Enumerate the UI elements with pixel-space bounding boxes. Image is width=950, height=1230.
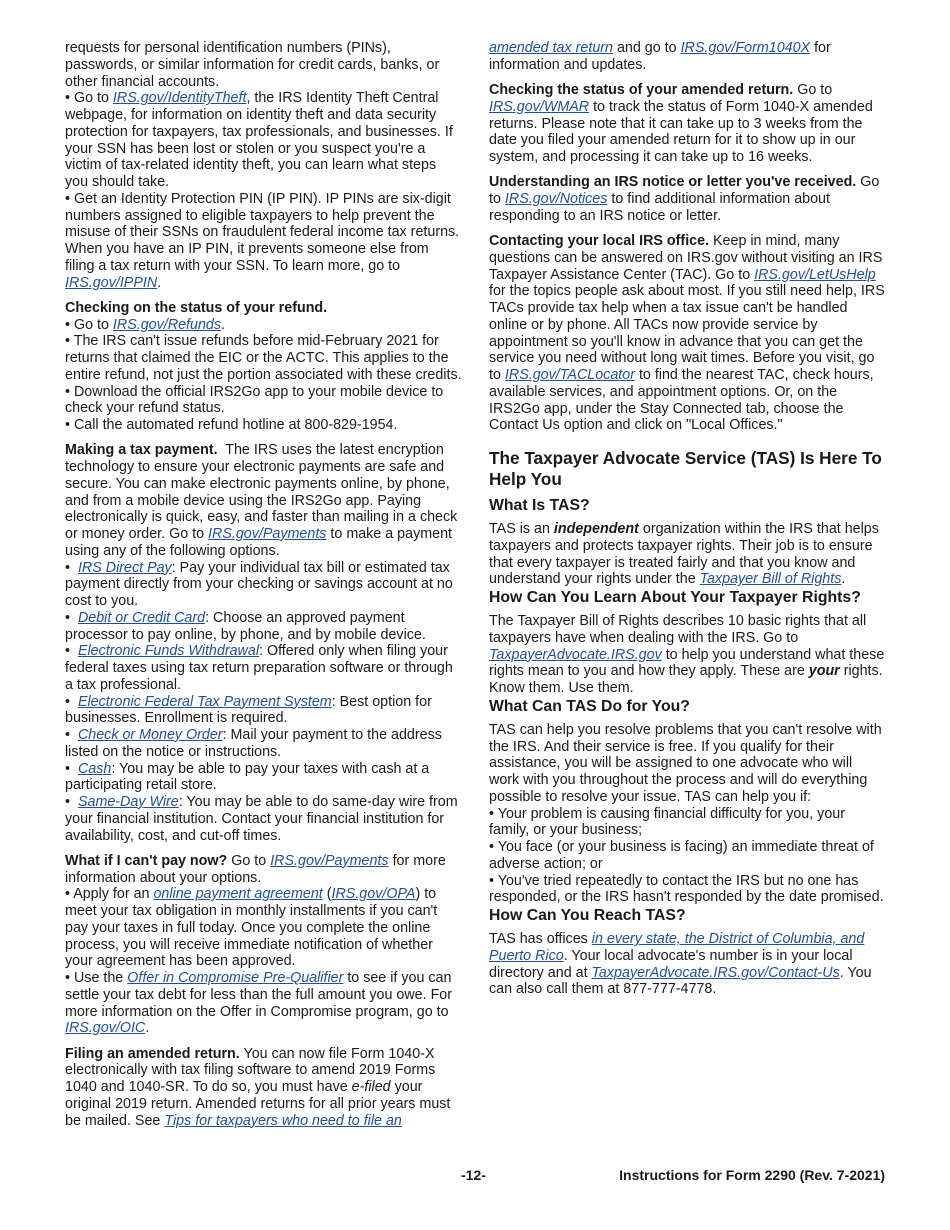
list-item: • Electronic Funds Withdrawal: Offered only when filing your federal taxes using tax return preparation software or through a tax professional. — [65, 643, 453, 693]
text: . You can also call them at 877-777-4778. — [489, 964, 872, 998]
paragraph — [489, 82, 886, 166]
paragraph — [489, 931, 886, 998]
text: to see if you can settle your tax debt for less than the full amount you owe. For more information on the Offer in Compromise program, go to — [65, 970, 453, 1020]
paragraph — [489, 613, 886, 697]
text: for the topics people ask about most. If you still need help, IRS TACs provide tax help when a tax issue can't be handled online or by phone. All TACs now provide service by appointment so you'll know in advance that you can get the service you need without long wait times. Before you visit, go to — [489, 283, 885, 383]
text: . — [221, 316, 225, 333]
cash-link[interactable]: Cash — [77, 760, 112, 777]
list-item: • The IRS can't issue refunds before mid-February 2021 for returns that claimed the EIC or the ACTC. This applies to the entire refund, not just the portion associated with these credits. — [65, 333, 462, 383]
text: Go to — [227, 852, 271, 869]
form-1040x-link[interactable]: IRS.gov/Form1040X — [680, 40, 811, 56]
text: . Your local advocate's number is in your local directory and at — [489, 947, 853, 981]
paragraph — [65, 853, 462, 887]
identity-theft-link[interactable]: IRS.gov/IdentityTheft — [112, 90, 247, 107]
payments-link[interactable]: IRS.gov/Payments — [270, 852, 389, 869]
list-item: • Your problem is causing financial difficulty for you, your family, or your business; — [489, 805, 845, 839]
offer-compromise-link[interactable]: Offer in Compromise Pre-Qualifier — [127, 970, 344, 986]
text: : You may be able to pay your taxes with cash at a participating retail store. — [65, 760, 430, 794]
paragraph — [65, 442, 462, 559]
cant-pay-heading: What if I can't pay now? — [65, 852, 228, 869]
list-item: • IRS Direct Pay: Pay your individual tax bill or estimated tax payment directly from your checking or savings account at no cost to you. — [65, 559, 453, 609]
tax-payment-heading: Making a tax payment. — [65, 442, 218, 459]
list-item — [65, 886, 462, 970]
text: and go to — [612, 40, 681, 56]
list-item: • Check or Money Order: Mail your payment to the address listed on the notice or instructions. — [65, 727, 442, 760]
text: , the IRS Identity Theft Central webpage, for information on identity theft and data security protection for taxpayers, tax professionals, and businesses. If your SSN has been lost or stolen or you suspect you're a victim of tax-related identity theft, you can learn what steps you should take. — [65, 90, 453, 190]
text: ) to meet your tax obligation in monthly installments if you can't pay your taxes in full today. Once you complete the online process, you will receive immediate notification of whether your agreement has been approved. — [65, 886, 438, 970]
text: The Taxpayer Bill of Rights describes 10 basic rights that all taxpayers have when dealing with the IRS. Go to — [489, 613, 867, 646]
amended-return-heading: Filing an amended return. — [65, 1045, 240, 1062]
text: your — [808, 663, 840, 680]
text: rights. Know them. Use them. — [489, 663, 883, 696]
text: . — [157, 274, 162, 291]
form-title: Instructions for Form 2290 (Rev. 7-2021) — [619, 1167, 885, 1183]
text: : Best option for businesses. Enrollment is required. — [65, 693, 432, 727]
online-payment-agreement-link[interactable]: online payment agreement — [153, 886, 323, 903]
list-item: • Cash: You may be able to pay your taxes with cash at a participating retail store. — [65, 760, 430, 794]
bill-of-rights-link[interactable]: Taxpayer Bill of Rights — [699, 571, 842, 588]
text: to find additional information about responding to an IRS notice or letter. — [489, 191, 830, 224]
opa-link[interactable]: IRS.gov/OPA — [331, 886, 416, 903]
paragraph: TAS can help you resolve problems that you can't resolve with the IRS. And their service is free. If you qualify for their assistance, you will be assigned to one advocate who will work with you throughout the process and will do everything possible to resolve your issue. TAS can help you if: — [489, 721, 882, 805]
eftps-link[interactable]: Electronic Federal Tax Payment System — [77, 693, 332, 710]
paragraph — [65, 90, 462, 191]
paragraph — [65, 1046, 462, 1130]
left-column — [65, 40, 462, 1129]
list-item — [65, 317, 462, 334]
text: to make a payment using any of the following options. — [65, 526, 453, 559]
refunds-link[interactable]: IRS.gov/Refunds — [112, 316, 222, 333]
list-item: • Electronic Federal Tax Payment System: Best option for businesses. Enrollment is required. — [65, 693, 432, 727]
paragraph — [489, 233, 886, 434]
list-item: • You've tried repeatedly to contact the IRS but no one has responded, or the IRS hasn't responded by the date promised. — [489, 872, 884, 906]
debit-credit-link[interactable]: Debit or Credit Card — [77, 609, 206, 626]
text: for information and updates. — [489, 40, 831, 73]
text: ( — [322, 886, 332, 903]
text: for more information about your options. — [65, 852, 446, 886]
let-us-help-link[interactable]: IRS.gov/LetUsHelp — [754, 266, 876, 283]
text: : You may be able to do same-day wire from your financial institution. Contact your financial institution for availability, cost, and cut-off times. — [65, 794, 458, 844]
paragraph — [65, 191, 462, 292]
funds-withdrawal-link[interactable]: Electronic Funds Withdrawal — [77, 643, 259, 660]
text: to find the nearest TAC, check hours, available services, and appointment options. Or, on the IRS2Go app, under the Stay Connected tab, choose the Contact Us option and click on "Local Offices." — [489, 367, 874, 434]
amended-tips-link[interactable]: amended tax return — [489, 40, 613, 56]
wmar-link[interactable]: IRS.gov/WMAR — [489, 98, 590, 115]
ippin-link[interactable]: IRS.gov/IPPIN — [65, 274, 158, 291]
text: e-filed — [351, 1079, 391, 1095]
tac-locator-link[interactable]: IRS.gov/TACLocator — [504, 367, 635, 383]
text: Go to — [793, 82, 833, 98]
list-item: • Same-Day Wire: You may be able to do same-day wire from your financial institution. Contact your financial institution for availability, cost, and cut-off times. — [65, 794, 458, 844]
text: TAS is an — [489, 521, 554, 537]
text: Checking on the status of your refund. — [65, 299, 328, 316]
text: . — [145, 1020, 150, 1037]
amended-tips-link[interactable]: Tips for taxpayers who need to file an — [164, 1112, 402, 1129]
payments-link[interactable]: IRS.gov/Payments — [208, 526, 327, 542]
text: : Choose an approved payment processor to pay online, by phone, and by mobile device. — [65, 609, 426, 643]
direct-pay-link[interactable]: IRS Direct Pay — [77, 559, 172, 576]
list-item: • You face (or your business is facing) an immediate threat of adverse action; or — [489, 839, 874, 872]
amended-status-heading: Checking the status of your amended return. — [489, 82, 794, 98]
text: You can now file Form 1040-X electronically with tax filing software to amend 2019 Forms 1040 and 1040-SR. To do so, you must have — [65, 1045, 436, 1095]
text: Go to — [489, 174, 880, 207]
list-item: • Call the automated refund hotline at 800-829-1954. — [65, 417, 398, 433]
text: TAS has offices — [489, 931, 592, 947]
tas-do-heading: What Can TAS Do for You? — [489, 697, 690, 715]
reach-tas-heading: How Can You Reach TAS? — [489, 907, 686, 924]
notice-heading: Understanding an IRS notice or letter you've received. — [489, 174, 857, 191]
right-column — [489, 40, 886, 998]
paragraph — [489, 174, 886, 224]
tas-title: The Taxpayer Advocate Service (TAS) Is Here To Help You — [489, 448, 882, 489]
paragraph: requests for personal identification numbers (PINs), passwords, or similar information for credit cards, banks, or other financial accounts. — [65, 40, 440, 90]
notices-link[interactable]: IRS.gov/Notices — [504, 191, 608, 207]
list-item: • Download the official IRS2Go app to your mobile device to check your refund status. — [65, 383, 444, 417]
text: Keep in mind, many questions can be answered on IRS.gov without visiting an IRS Taxpayer Assistance Center (TAC). Go to — [489, 233, 883, 283]
what-is-tas-heading: What Is TAS? — [489, 497, 590, 514]
text: to help you understand what these rights mean to you and how they apply. These are — [489, 646, 885, 680]
text: • Apply for an — [65, 886, 154, 903]
text: organization within the IRS that helps taxpayers and protects taxpayer rights. Their job is to ensure that every taxpayer is treated fairly and that you know and understand your rights under the — [489, 521, 879, 588]
check-money-order-link[interactable]: Check or Money Order — [77, 727, 223, 743]
refund-heading — [65, 300, 462, 317]
same-day-wire-link[interactable]: Same-Day Wire — [77, 794, 179, 810]
page-number: -12- — [461, 1167, 486, 1183]
text: : Mail your payment to the address listed on the notice or instructions. — [65, 727, 442, 760]
text: to track the status of Form 1040-X amended returns. Please note that it can take up to 3 weeks from the date you filed your amended return for it to show up in our system, and processing it can take up to 16 weeks. — [489, 98, 873, 165]
text: : Pay your individual tax bill or estimated tax payment directly from your checking or savings account at no cost to you. — [65, 559, 453, 609]
text: your original 2019 return. Amended returns for all prior years must be mailed. See — [65, 1079, 451, 1129]
text: independent — [553, 521, 639, 537]
tas-offices-link[interactable]: in every state, the District of Columbia, and Puerto Rico — [489, 931, 865, 964]
text: • Go to — [65, 90, 113, 107]
taxpayer-advocate-link[interactable]: TaxpayerAdvocate.IRS.gov — [489, 646, 662, 663]
paragraph — [489, 521, 886, 588]
text: • Go to — [65, 316, 113, 333]
text: The IRS uses the latest encryption technology to ensure your electronic payments are safe and secure. You can make electronic payments online, by phone, and from a mobile device using the IRS2Go app. Paying electronically is quick, easy, and faster than mailing in a check or money order. Go to — [65, 442, 458, 542]
text: • Get an Identity Protection PIN (IP PIN). IP PINs are six-digit numbers assigned to eligible taxpayers to help prevent the misuse of their SSNs on fraudulent federal income tax returns. When you have an IP PIN, it prevents someone else from filing a tax return with your SSN. To learn more, go to — [65, 190, 460, 274]
local-office-heading: Contacting your local IRS office. — [489, 233, 710, 249]
contact-us-link[interactable]: TaxpayerAdvocate.IRS.gov/Contact-Us — [591, 964, 840, 981]
text: . — [841, 571, 846, 588]
list-item: • Debit or Credit Card: Choose an approved payment processor to pay online, by phone, and by mobile device. — [65, 609, 426, 643]
oic-link[interactable]: IRS.gov/OIC — [65, 1020, 146, 1037]
text: : Offered only when filing your federal taxes using tax return preparation software or through a tax professional. — [65, 643, 453, 693]
text: • Use the — [65, 970, 128, 986]
rights-heading: How Can You Learn About Your Taxpayer Rights? — [489, 589, 861, 606]
paragraph — [489, 40, 886, 74]
list-item — [65, 970, 462, 1037]
